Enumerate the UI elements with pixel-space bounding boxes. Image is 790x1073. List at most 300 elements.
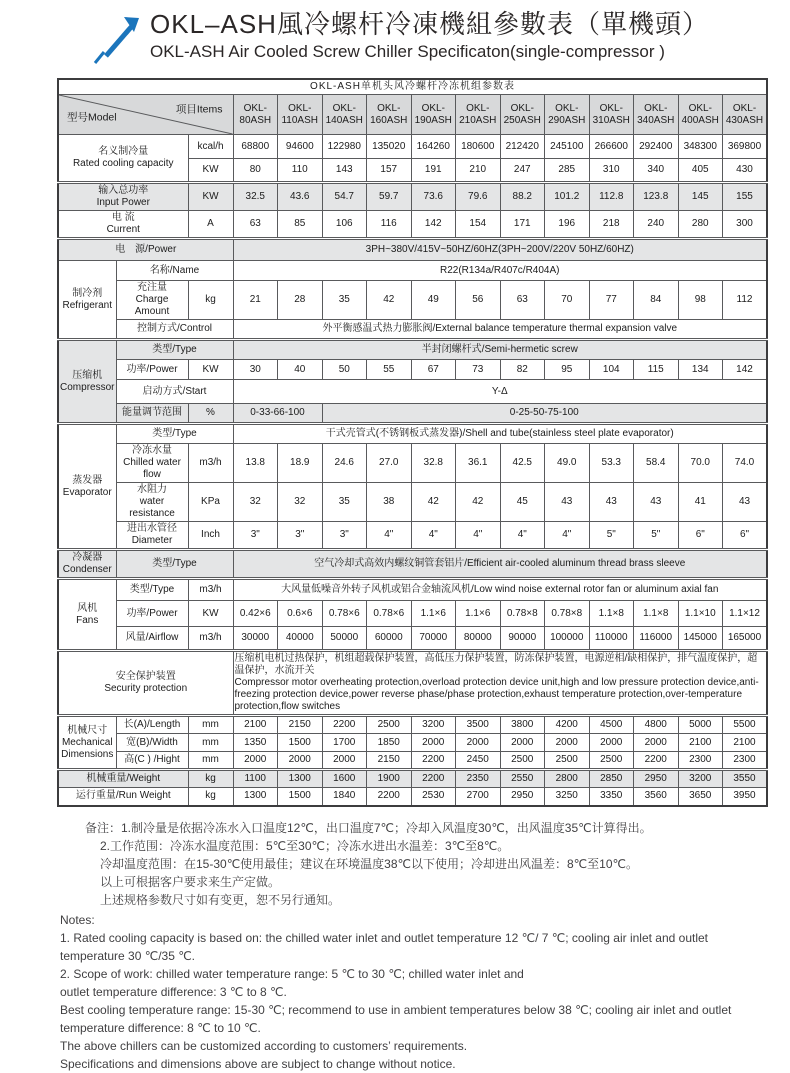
unit-kcal: kcal/h xyxy=(188,135,233,159)
label-line: 冷冻水量 xyxy=(132,445,172,456)
value-cell: 32 xyxy=(233,483,278,522)
value-cell: 43 xyxy=(545,483,590,522)
value-cell: 0.78×6 xyxy=(367,601,412,627)
label-line: 充注量 xyxy=(137,282,167,293)
value-cell: 42 xyxy=(367,281,412,320)
value-cell: 1.1×12 xyxy=(723,601,768,627)
control-value: 外平衡感温式热力膨胀阀/External balance temperature thermal expansion valve xyxy=(233,320,767,340)
unit-run-weight: kg xyxy=(188,788,233,806)
fans-type-row xyxy=(58,579,767,601)
label-line: 电 流 xyxy=(111,212,135,223)
up-right-arrow-icon xyxy=(92,12,148,64)
value-cell: 36.1 xyxy=(456,444,501,483)
value-cell: 3500 xyxy=(456,716,501,734)
value-cell: 180600 xyxy=(456,135,501,159)
value-cell: 2200 xyxy=(411,752,456,770)
value-cell: 4800 xyxy=(634,716,679,734)
value-cell: 2500 xyxy=(589,752,634,770)
condenser-type-label: 类型/Type xyxy=(116,550,233,579)
value-cell: 123.8 xyxy=(634,183,679,211)
compressor-power-label: 功率/Power xyxy=(116,360,188,380)
value-cell: 292400 xyxy=(634,135,679,159)
power-supply-label: 电 源/Power xyxy=(58,239,233,261)
label-line: Mechanical xyxy=(61,736,113,748)
value-cell: 245100 xyxy=(545,135,590,159)
value-cell: 49.0 xyxy=(545,444,590,483)
value-cell: 38 xyxy=(367,483,412,522)
value-cell: 1850 xyxy=(367,734,412,752)
value-cell: 1.1×6 xyxy=(456,601,501,627)
value-cell: 18.9 xyxy=(278,444,323,483)
value-cell: 0.78×6 xyxy=(322,601,367,627)
condenser-type-value: 空气冷却式高效内螺纹铜管套铝片/Efficient air-cooled aluminum thread brass sleeve xyxy=(233,550,767,579)
value-cell: 3" xyxy=(233,522,278,550)
value-cell: 142 xyxy=(411,211,456,239)
value-cell: 2500 xyxy=(545,752,590,770)
label-line: 制冷剂 xyxy=(72,287,103,299)
value-cell: 116 xyxy=(367,211,412,239)
value-cell: 30 xyxy=(233,360,278,380)
value-cell: 2100 xyxy=(678,734,723,752)
model-header-cell: OKL-250ASH xyxy=(500,95,545,135)
label-line: 压缩机 xyxy=(72,369,103,381)
value-cell: 95 xyxy=(545,360,590,380)
value-cell: 56 xyxy=(456,281,501,320)
value-cell: 300 xyxy=(723,211,768,239)
condenser-type-row xyxy=(58,550,767,579)
value-cell: 3950 xyxy=(723,788,768,806)
energy-adjust-low-value: 0-33-66-100 xyxy=(233,404,322,424)
value-cell: 164260 xyxy=(411,135,456,159)
value-cell: 2000 xyxy=(589,734,634,752)
value-cell: 266600 xyxy=(589,135,634,159)
value-cell: 60000 xyxy=(367,627,412,651)
value-cell: 1700 xyxy=(322,734,367,752)
note-line-cn: 上述规格参数尺寸如有变更，恕不另行通知。 xyxy=(100,892,341,907)
security-protection-label xyxy=(58,651,233,716)
value-cell: 49 xyxy=(411,281,456,320)
label-line: 进出水管径 xyxy=(127,523,177,534)
value-cell: 110000 xyxy=(589,627,634,651)
model-header-cell: OKL-110ASH xyxy=(278,95,323,135)
input-power-row xyxy=(58,183,767,211)
value-cell: 3" xyxy=(322,522,367,550)
current-label xyxy=(58,211,188,239)
value-cell: 285 xyxy=(545,159,590,183)
value-cell: 90000 xyxy=(500,627,545,651)
compressor-power-row xyxy=(58,360,767,380)
value-cell: 4" xyxy=(411,522,456,550)
value-cell: 4" xyxy=(500,522,545,550)
label-line: 输入总功率 xyxy=(98,185,149,196)
value-cell: 0.42×6 xyxy=(233,601,278,627)
value-cell: 43.6 xyxy=(278,183,323,211)
value-cell: 63 xyxy=(233,211,278,239)
value-cell: 115 xyxy=(634,360,679,380)
value-cell: 42 xyxy=(411,483,456,522)
value-cell: 210 xyxy=(456,159,501,183)
banner-row xyxy=(58,79,767,95)
value-cell: 2950 xyxy=(634,770,679,788)
value-cell: 110 xyxy=(278,159,323,183)
value-cell: 145 xyxy=(678,183,723,211)
condenser-group-label xyxy=(58,550,116,579)
value-cell: 3650 xyxy=(678,788,723,806)
model-items-corner-cell xyxy=(58,95,233,135)
value-cell: 5" xyxy=(634,522,679,550)
unit-kw: KW xyxy=(188,159,233,183)
security-text-en: Compressor motor overheating protection,overload protection device unit,high and low pressure protection device,anti-freezing protection device,power reverse phase/phase protection,exhaust temperature protection,over-temperature protection,flow switches xyxy=(234,677,759,712)
value-cell: 68800 xyxy=(233,135,278,159)
value-cell: 2300 xyxy=(678,752,723,770)
weight-row xyxy=(58,770,767,788)
value-cell: 43 xyxy=(634,483,679,522)
value-cell: 3560 xyxy=(634,788,679,806)
value-cell: 112.8 xyxy=(589,183,634,211)
note-line-en: outlet temperature difference: 3 ℃ to 8 ℃. xyxy=(60,984,287,999)
value-cell: 70 xyxy=(545,281,590,320)
value-cell: 134 xyxy=(678,360,723,380)
value-cell: 0.6×6 xyxy=(278,601,323,627)
value-cell: 67 xyxy=(411,360,456,380)
length-label: 长(A)/Length xyxy=(116,716,188,734)
note-line-cn: 以上可根据客户要求来生产定做。 xyxy=(100,874,281,889)
value-cell: 80000 xyxy=(456,627,501,651)
value-cell: 3550 xyxy=(723,770,768,788)
value-cell: 50000 xyxy=(322,627,367,651)
compressor-group-label xyxy=(58,340,116,424)
value-cell: 50 xyxy=(322,360,367,380)
start-mode-label: 启动方式/Start xyxy=(116,380,233,404)
water-resistance-row xyxy=(58,483,767,522)
value-cell: 2450 xyxy=(456,752,501,770)
spec-table xyxy=(57,78,768,807)
value-cell: 348300 xyxy=(678,135,723,159)
value-cell: 212420 xyxy=(500,135,545,159)
value-cell: 58.4 xyxy=(634,444,679,483)
value-cell: 1.1×10 xyxy=(678,601,723,627)
compressor-type-label: 类型/Type xyxy=(116,340,233,360)
value-cell: 2000 xyxy=(233,752,278,770)
value-cell: 27.0 xyxy=(367,444,412,483)
value-cell: 1300 xyxy=(278,770,323,788)
value-cell: 171 xyxy=(500,211,545,239)
model-header-cell: OKL-140ASH xyxy=(322,95,367,135)
value-cell: 82 xyxy=(500,360,545,380)
unit-width: mm xyxy=(188,734,233,752)
value-cell: 1.1×8 xyxy=(589,601,634,627)
unit-input-power: KW xyxy=(188,183,233,211)
label-line: water resistance xyxy=(129,496,175,519)
value-cell: 32.5 xyxy=(233,183,278,211)
value-cell: 0.78×8 xyxy=(500,601,545,627)
value-cell: 1.1×8 xyxy=(634,601,679,627)
table-banner-title: OKL-ASH单机头风冷螺杆冷冻机组参数表 xyxy=(58,79,767,95)
value-cell: 2500 xyxy=(500,752,545,770)
value-cell: 2700 xyxy=(456,788,501,806)
evaporator-type-value: 干式壳管式(不锈钢板式蒸发器)/Shell and tube(stainless steel plate evaporator) xyxy=(233,424,767,444)
value-cell: 88.2 xyxy=(500,183,545,211)
value-cell: 41 xyxy=(678,483,723,522)
value-cell: 2100 xyxy=(233,716,278,734)
label-line: 名义制冷量 xyxy=(98,146,149,157)
model-header-cell: OKL-310ASH xyxy=(589,95,634,135)
value-cell: 3200 xyxy=(411,716,456,734)
note-line-cn: 2.工作范围：冷冻水温度范围：5℃至30℃；冷冻水进出水温差：3℃至8℃。 xyxy=(100,838,510,853)
value-cell: 1500 xyxy=(278,734,323,752)
value-cell: 2000 xyxy=(411,734,456,752)
page-title-en: OKL-ASH Air Cooled Screw Chiller Specificaton(single-compressor ) xyxy=(150,41,665,61)
value-cell: 165000 xyxy=(723,627,768,651)
value-cell: 145000 xyxy=(678,627,723,651)
fans-type-label: 类型/Type xyxy=(116,579,188,601)
value-cell: 101.2 xyxy=(545,183,590,211)
model-header-cell: OKL-80ASH xyxy=(233,95,278,135)
model-header-cell: OKL-160ASH xyxy=(367,95,412,135)
chilled-water-flow-row xyxy=(58,444,767,483)
fans-group-label xyxy=(58,579,116,651)
value-cell: 135020 xyxy=(367,135,412,159)
value-cell: 6" xyxy=(678,522,723,550)
width-label: 宽(B)/Width xyxy=(116,734,188,752)
value-cell: 2150 xyxy=(367,752,412,770)
value-cell: 2200 xyxy=(411,770,456,788)
pipe-diameter-label xyxy=(116,522,188,550)
value-cell: 2300 xyxy=(723,752,768,770)
notes-en-title: Notes: xyxy=(60,912,95,927)
value-cell: 2200 xyxy=(634,752,679,770)
value-cell: 45 xyxy=(500,483,545,522)
unit-height: mm xyxy=(188,752,233,770)
dimension-height-row xyxy=(58,752,767,770)
page-title-cn: OKL–ASH風冷螺杆冷凍機組參數表（單機頭） xyxy=(150,9,709,39)
refrigerant-name-label: 名称/Name xyxy=(116,261,233,281)
current-row xyxy=(58,211,767,239)
evaporator-type-label: 类型/Type xyxy=(116,424,233,444)
value-cell: 21 xyxy=(233,281,278,320)
value-cell: 55 xyxy=(367,360,412,380)
label-line: 水阻力 xyxy=(137,484,167,495)
value-cell: 191 xyxy=(411,159,456,183)
model-header-row xyxy=(58,95,767,135)
unit-resistance: KPa xyxy=(188,483,233,522)
value-cell: 4500 xyxy=(589,716,634,734)
start-mode-value: Y-Δ xyxy=(233,380,767,404)
weight-label: 机械重量/Weight xyxy=(58,770,188,788)
label-line: Refrigerant xyxy=(62,299,112,311)
value-cell: 70.0 xyxy=(678,444,723,483)
model-header-cell: OKL-210ASH xyxy=(456,95,501,135)
value-cell: 13.8 xyxy=(233,444,278,483)
value-cell: 2350 xyxy=(456,770,501,788)
input-power-label xyxy=(58,183,188,211)
value-cell: 3350 xyxy=(589,788,634,806)
model-header-cell: OKL-400ASH xyxy=(678,95,723,135)
page-header xyxy=(0,0,790,64)
value-cell: 106 xyxy=(322,211,367,239)
value-cell: 4" xyxy=(456,522,501,550)
fans-type-value: 大风量低噪音外转子风机或铝合金轴流风机/Low wind noise external rotor fan or aluminum axial fan xyxy=(233,579,767,601)
security-text-cn: 压缩机电机过热保护，机组超载保护装置，高低压力保护装置，防冻保护装置，电源逆相/缺相保护，排气温度保护，超温保护，水流开关 xyxy=(234,653,758,676)
unit-airflow: m3/h xyxy=(188,627,233,651)
label-line: Condenser xyxy=(62,564,112,575)
label-line: Input Power xyxy=(96,197,150,208)
value-cell: 4200 xyxy=(545,716,590,734)
value-cell: 196 xyxy=(545,211,590,239)
value-cell: 2850 xyxy=(589,770,634,788)
fans-airflow-label: 风量/Airflow xyxy=(116,627,188,651)
value-cell: 1500 xyxy=(278,788,323,806)
label-line: Security protection xyxy=(104,683,188,694)
label-line: Evaporator xyxy=(62,486,112,498)
evaporator-group-label xyxy=(58,424,116,550)
value-cell: 4" xyxy=(545,522,590,550)
compressor-type-value: 半封闭螺杆式/Semi-hermetic screw xyxy=(233,340,767,360)
value-cell: 2950 xyxy=(500,788,545,806)
label-line: 风机 xyxy=(77,602,98,614)
unit-energy: % xyxy=(188,404,233,424)
value-cell: 32 xyxy=(278,483,323,522)
model-header-cell: OKL-430ASH xyxy=(723,95,768,135)
value-cell: 74.0 xyxy=(723,444,768,483)
value-cell: 2100 xyxy=(723,734,768,752)
value-cell: 2000 xyxy=(545,734,590,752)
pipe-diameter-row xyxy=(58,522,767,550)
value-cell: 1350 xyxy=(233,734,278,752)
value-cell: 43 xyxy=(589,483,634,522)
refrigerant-name-row xyxy=(58,261,767,281)
value-cell: 77 xyxy=(589,281,634,320)
evaporator-type-row xyxy=(58,424,767,444)
value-cell: 2000 xyxy=(500,734,545,752)
corner-model-label: 型号Model xyxy=(67,111,117,124)
compressor-start-row xyxy=(58,380,767,404)
notes-cn xyxy=(60,819,772,909)
rated-cooling-label xyxy=(58,135,188,183)
run-weight-row xyxy=(58,788,767,806)
water-resistance-label xyxy=(116,483,188,522)
dimension-width-row xyxy=(58,734,767,752)
value-cell: 6" xyxy=(723,522,768,550)
unit-current: A xyxy=(188,211,233,239)
value-cell: 2800 xyxy=(545,770,590,788)
label-line: Current xyxy=(106,224,140,235)
value-cell: 1.1×6 xyxy=(411,601,456,627)
security-protection-row xyxy=(58,651,767,716)
unit-compressor-power: KW xyxy=(188,360,233,380)
refrigerant-group-label xyxy=(58,261,116,340)
unit-charge: kg xyxy=(188,281,233,320)
label-line: Compressor xyxy=(60,381,115,393)
label-line: Chilled water flow xyxy=(123,457,181,480)
value-cell: 73.6 xyxy=(411,183,456,211)
value-cell: 2200 xyxy=(322,716,367,734)
value-cell: 340 xyxy=(634,159,679,183)
value-cell: 35 xyxy=(322,281,367,320)
control-label: 控制方式/Control xyxy=(116,320,233,340)
value-cell: 218 xyxy=(589,211,634,239)
fans-power-row xyxy=(58,601,767,627)
value-cell: 98 xyxy=(678,281,723,320)
value-cell: 2150 xyxy=(278,716,323,734)
value-cell: 405 xyxy=(678,159,723,183)
value-cell: 42.5 xyxy=(500,444,545,483)
value-cell: 5" xyxy=(589,522,634,550)
rated-cooling-kcal-row xyxy=(58,135,767,159)
value-cell: 2200 xyxy=(367,788,412,806)
value-cell: 142 xyxy=(723,360,768,380)
value-cell: 247 xyxy=(500,159,545,183)
value-cell: 3250 xyxy=(545,788,590,806)
value-cell: 280 xyxy=(678,211,723,239)
value-cell: 43 xyxy=(723,483,768,522)
value-cell: 70000 xyxy=(411,627,456,651)
value-cell: 73 xyxy=(456,360,501,380)
energy-adjust-row xyxy=(58,404,767,424)
value-cell: 85 xyxy=(278,211,323,239)
charge-amount-label xyxy=(116,281,188,320)
value-cell: 240 xyxy=(634,211,679,239)
value-cell: 0.78×8 xyxy=(545,601,590,627)
note-line-en: Best cooling temperature range: 15-30 ℃; recommend to use in ambient temperatures below 38 ℃; cooling air inlet and outlet temperature difference: 8 ℃ to 10 ℃. xyxy=(60,1002,732,1035)
value-cell: 100000 xyxy=(545,627,590,651)
value-cell: 94600 xyxy=(278,135,323,159)
value-cell: 122980 xyxy=(322,135,367,159)
label-line: Charge Amount xyxy=(134,294,170,317)
value-cell: 2500 xyxy=(367,716,412,734)
value-cell: 2000 xyxy=(278,752,323,770)
value-cell: 2530 xyxy=(411,788,456,806)
value-cell: 430 xyxy=(723,159,768,183)
model-header-cell: OKL-340ASH xyxy=(634,95,679,135)
value-cell: 53.3 xyxy=(589,444,634,483)
value-cell: 1100 xyxy=(233,770,278,788)
value-cell: 157 xyxy=(367,159,412,183)
corner-items-label: 项目Items xyxy=(175,103,223,116)
value-cell: 104 xyxy=(589,360,634,380)
compressor-type-row xyxy=(58,340,767,360)
value-cell: 2000 xyxy=(634,734,679,752)
unit-diameter: Inch xyxy=(188,522,233,550)
value-cell: 1300 xyxy=(233,788,278,806)
unit-length: mm xyxy=(188,716,233,734)
page-titles xyxy=(150,10,709,62)
label-line: Fans xyxy=(76,614,99,626)
label-line: 安全保护装置 xyxy=(115,671,176,682)
height-label: 高(C ) /Hight xyxy=(116,752,188,770)
value-cell: 35 xyxy=(322,483,367,522)
label-line: 冷凝器 xyxy=(72,552,103,563)
value-cell: 2000 xyxy=(456,734,501,752)
model-header-cell: OKL-190ASH xyxy=(411,95,456,135)
run-weight-label: 运行重量/Run Weight xyxy=(58,788,188,806)
value-cell: 3800 xyxy=(500,716,545,734)
note-line-en: Specifications and dimensions above are subject to change without notice. xyxy=(60,1056,456,1071)
value-cell: 54.7 xyxy=(322,183,367,211)
value-cell: 4" xyxy=(367,522,412,550)
note-line-cn: 冷却温度范围：在15-30℃使用最佳；建议在环境温度38℃以下使用；冷却进出风温差：8℃至10℃。 xyxy=(100,856,638,871)
value-cell: 63 xyxy=(500,281,545,320)
label-line: Diameter xyxy=(131,535,173,546)
label-line: Dimensions xyxy=(61,748,114,760)
value-cell: 42 xyxy=(456,483,501,522)
chilled-water-flow-label xyxy=(116,444,188,483)
value-cell: 79.6 xyxy=(456,183,501,211)
security-protection-content xyxy=(233,651,767,716)
power-supply-value: 3PH~380V/415V~50HZ/60HZ(3PH~200V/220V 50HZ/60HZ) xyxy=(233,239,767,261)
value-cell: 5000 xyxy=(678,716,723,734)
value-cell: 3" xyxy=(278,522,323,550)
